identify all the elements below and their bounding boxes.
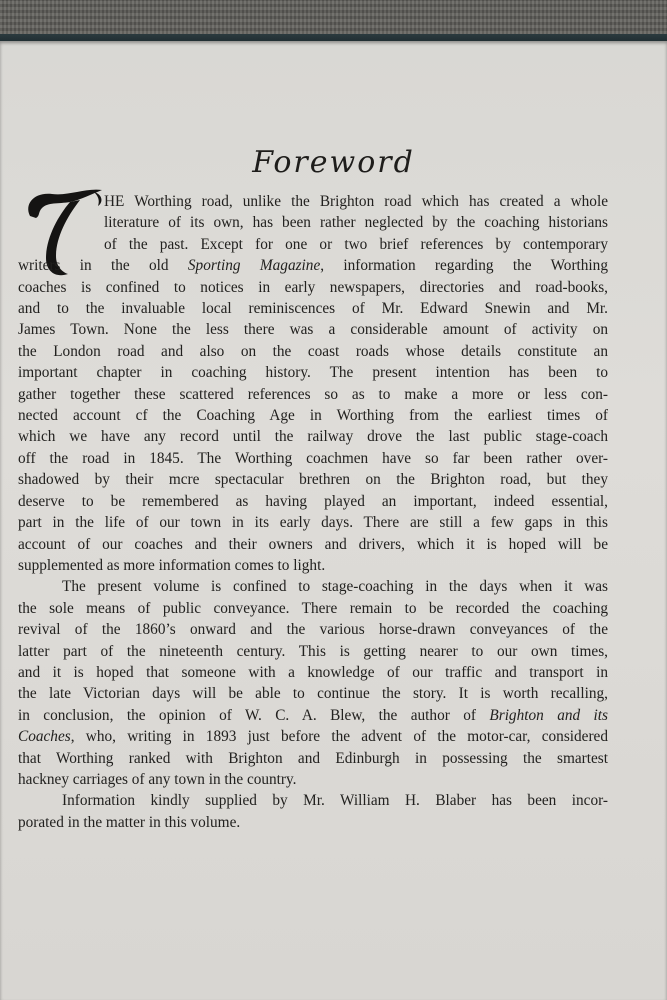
text-line: revival of the 1860’s onward and the various horse-drawn conveyances of the — [18, 621, 608, 639]
italic-title: Sporting Magazine — [187, 257, 321, 275]
paragraph-3 — [18, 790, 608, 833]
text-line: the London road and also on the coast roads whose details constitute an — [18, 342, 608, 360]
foreword-text — [18, 191, 608, 833]
text-line: hackney carriages of any town in the country. — [18, 770, 297, 788]
paragraph-container — [18, 191, 608, 833]
text-line: important chapter in coaching history. The present intention has been to — [18, 364, 608, 382]
text-line: coaches is confined to notices in early newspapers, directories and road-books, — [18, 278, 608, 296]
text-line: James Town. None the less there was a considerable amount of activity on — [18, 321, 608, 339]
text-line: The present volume is confined to stage-coaching in the days when it was — [62, 578, 608, 596]
page-heading: Foreword — [252, 145, 415, 180]
text-line: and it is hoped that someone with a knowledge of our traffic and transport in — [18, 663, 608, 681]
text-line: the sole means of public conveyance. There remain to be recorded the coaching — [18, 599, 608, 617]
text-line: HE Worthing road, unlike the Brighton road which has created a whole — [104, 193, 608, 210]
text-line: nected account cf the Coaching Age in Worthing from the earliest times of — [18, 407, 608, 425]
text-line: the late Victorian days will be able to continue the story. It is worth recalling, — [18, 685, 608, 703]
text-line: and to the invaluable local reminiscences of Mr. Edward Snewin and Mr. — [18, 300, 608, 318]
text-line: that Worthing ranked with Brighton and Edinburgh in possessing the smartest — [18, 749, 608, 767]
text-line: which we have any record until the railway drove the last public stage-coach — [18, 428, 608, 446]
text-line: gather together these scattered references so as to make a more or less con- — [18, 385, 608, 403]
paragraph-1 — [18, 191, 608, 576]
text-line: literature of its own, has been rather neglected by the coaching historians — [104, 214, 608, 232]
text-line: writers in the old Sporting Magazine, information regarding the Worthing — [18, 257, 608, 275]
text-line: latter part of the nineteenth century. This is getting nearer to our own times, — [18, 642, 608, 660]
italic-title: Coaches — [18, 728, 71, 746]
text-line: part in the life of our town in its early days. There are still a few gaps in this — [18, 514, 608, 532]
text-line: Coaches, who, writing in 1893 just before the advent of the motor-car, considered — [18, 728, 608, 746]
text-line: off the road in 1845. The Worthing coachmen have so far been rather over- — [18, 449, 608, 467]
text-line: of the past. Except for one or two brief references by contemporary — [104, 235, 608, 253]
text-line: in conclusion, the opinion of W. C. A. Blew, the author of Brighton and its — [18, 706, 609, 724]
text-line: account of our coaches and their owners and drivers, which it is hoped will be — [18, 535, 608, 553]
text-line: porated in the matter in this volume. — [18, 813, 241, 831]
text-line: Information kindly supplied by Mr. William H. Blaber has been incor- — [62, 792, 608, 810]
text-line: supplemented as more information comes to light. — [18, 556, 326, 574]
paragraph-2 — [18, 576, 608, 790]
text-line: shadowed by their mcre spectacular brethren on the Brighton road, but they — [18, 471, 608, 489]
italic-title: Brighton and its — [489, 706, 609, 724]
text-line: deserve to be remembered as having played an important, indeed essential, — [18, 492, 608, 510]
